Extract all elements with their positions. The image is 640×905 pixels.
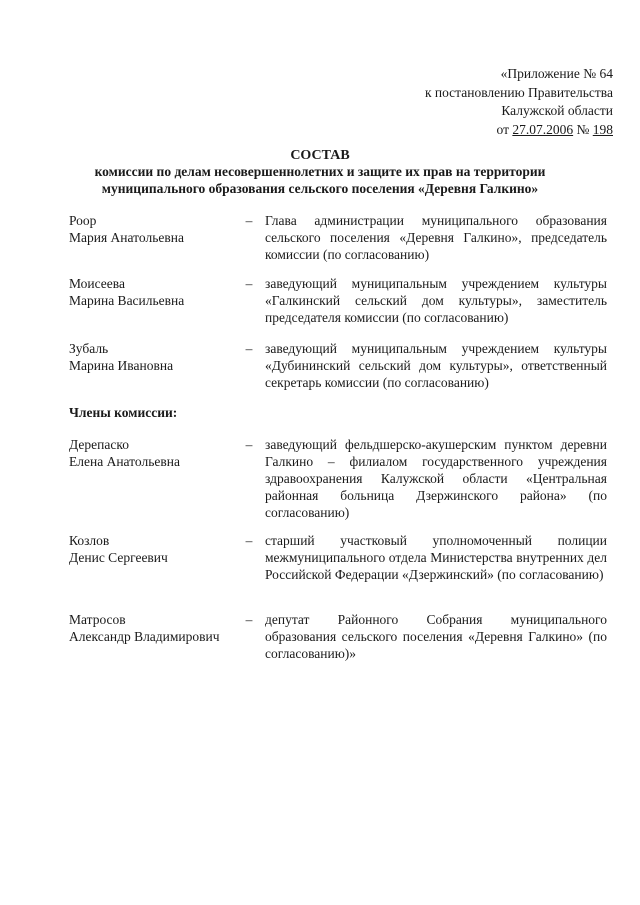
person-given-name: Денис Сергеевич xyxy=(69,550,168,565)
person-name xyxy=(69,340,239,374)
person-name xyxy=(69,532,239,566)
separator-dash: – xyxy=(245,276,253,291)
person-role: заведующий муниципальным учреждением культуры «Дубининский сельский дом культуры», ответственный секретарь комиссии (по согласованию) xyxy=(265,341,607,390)
person-surname: Дерепаско xyxy=(69,437,129,452)
person-role: депутат Районного Собрания муниципального образования сельского поселения «Деревня Галкино» (по согласованию)» xyxy=(265,612,607,661)
annex-block xyxy=(425,65,613,139)
annex-date: 27.07.2006 xyxy=(512,121,574,137)
person-given-name: Мария Анатольевна xyxy=(69,230,184,245)
document-subtitle xyxy=(80,163,560,197)
person-role: Глава администрации муниципального образования сельского поселения «Деревня Галкино», председатель комиссии (по согласованию) xyxy=(265,213,607,262)
person-role: старший участковый уполномоченный полиции межмуниципального отдела Министерства внутренних дел Российской Федерации «Дзержинский» (по согласованию) xyxy=(265,533,607,582)
person-surname: Моисеева xyxy=(69,276,125,291)
separator-dash: – xyxy=(245,533,253,548)
separator-dash: – xyxy=(245,612,253,627)
person-given-name: Марина Васильевна xyxy=(69,293,185,308)
person-surname: Роор xyxy=(69,213,97,228)
annex-number-sign: № xyxy=(576,121,590,137)
subtitle-line-1: комиссии по делам несовершеннолетних и защите их прав на территории xyxy=(94,164,546,179)
person-given-name: Елена Анатольевна xyxy=(69,454,180,469)
person-name xyxy=(69,212,239,246)
person-surname: Зубаль xyxy=(69,341,109,356)
annex-line-3: Калужской области xyxy=(501,103,613,118)
separator-dash: – xyxy=(245,341,253,356)
members-heading: Члены комиссии: xyxy=(69,405,178,420)
separator-dash: – xyxy=(245,437,253,452)
document-title: СОСТАВ xyxy=(290,148,350,163)
subtitle-line-2: муниципального образования сельского поселения «Деревня Галкино» xyxy=(101,181,539,196)
annex-line-2: к постановлению Правительства xyxy=(424,84,613,100)
person-name xyxy=(69,611,239,645)
person-given-name: Александр Владимирович xyxy=(69,629,220,644)
person-name xyxy=(69,436,239,470)
person-given-name: Марина Ивановна xyxy=(69,358,174,373)
annex-line-4 xyxy=(425,121,613,140)
person-name xyxy=(69,275,239,309)
annex-number: 198 xyxy=(592,121,613,137)
separator-dash: – xyxy=(245,213,253,228)
person-role: заведующий муниципальным учреждением культуры «Галкинский сельский дом культуры», заместитель председателя комиссии (по согласованию) xyxy=(265,276,607,325)
annex-date-prefix: от xyxy=(496,121,509,137)
person-surname: Матросов xyxy=(69,612,126,627)
person-role: заведующий фельдшерско-акушерским пунктом деревни Галкино – филиалом государственного учреждения здравоохранения Калужской области «Центральная районная больница Дзержинского района» (по согласованию) xyxy=(265,437,607,520)
person-surname: Козлов xyxy=(69,533,110,548)
annex-line-1: «Приложение № 64 xyxy=(500,66,613,81)
